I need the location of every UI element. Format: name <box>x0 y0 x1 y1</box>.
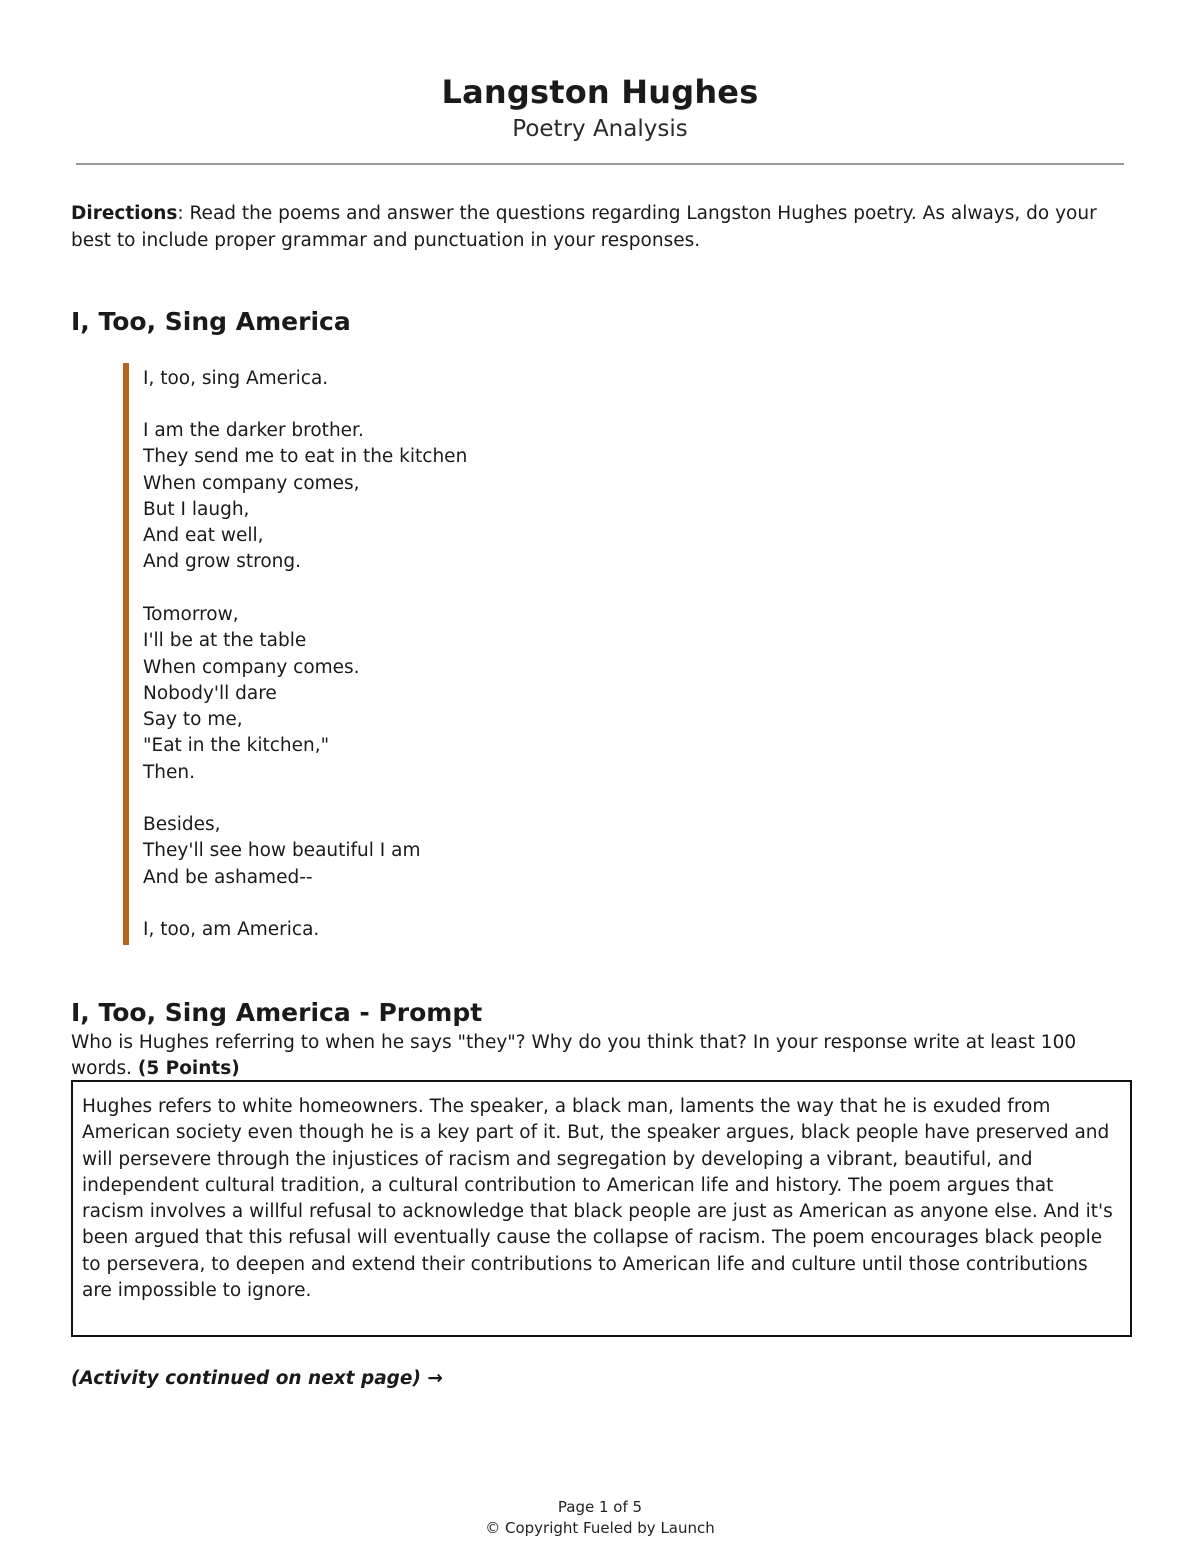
poem-line: Then. <box>143 761 196 783</box>
prompt-question <box>71 1030 1141 1082</box>
document-header <box>0 70 1200 144</box>
directions-paragraph <box>71 200 1131 254</box>
poem-heading: I, Too, Sing America <box>71 307 351 336</box>
prompt-heading: I, Too, Sing America - Prompt <box>71 998 483 1027</box>
poem-line: Nobody'll dare <box>143 682 277 704</box>
poem-line: I, too, sing America. <box>143 368 329 389</box>
poem-stanza <box>143 917 319 943</box>
poem-line: They send me to eat in the kitchen <box>143 446 468 468</box>
poem-line: But I laugh, <box>143 498 250 520</box>
page-number: Page 1 of 5 <box>557 1498 643 1516</box>
poem-line: "Eat in the kitchen," <box>143 735 330 757</box>
poem-line: And eat well, <box>143 525 264 547</box>
directions-text: : Read the poems and answer the questions regarding Langston Hughes poetry. As always, do your best to include proper grammar and punctuation in your responses. <box>71 203 1097 251</box>
poem-line: Say to me, <box>143 709 243 731</box>
continued-note: (Activity continued on next page) → <box>71 1368 443 1389</box>
directions-label: Directions <box>71 203 178 224</box>
poem-line: When company comes, <box>143 472 360 494</box>
header-divider <box>76 163 1124 165</box>
answer-box[interactable]: Hughes refers to white homeowners. The speaker, a black man, laments the way that he is exuded from American society even though he is a key part of it. But, the speaker argues, black people have preserved and will persevere through the injustices of racism and segregation by developing a vibrant, beautiful, and independent cultural tradition, a cultural contribution to American life and history. The poem argues that racism involves a willful refusal to acknowledge that black people are just as American as anyone else. And it's been argued that this refusal will eventually cause the collapse of racism. The poem encourages black people to persevera, to deepen and extend their contributions to American life and culture until those contributions are impossible to ignore. <box>71 1080 1132 1337</box>
poem-line: I'll be at the table <box>143 630 307 652</box>
prompt-question-text: Who is Hughes referring to when he says "they"? Why do you think that? In your response write at least 100 words. <box>71 1032 1077 1079</box>
poem-block <box>123 363 729 945</box>
page-footer <box>0 1497 1200 1539</box>
poem-line: When company comes. <box>143 656 360 678</box>
poem-line: Besides, <box>143 814 221 835</box>
poem-stanza <box>143 812 420 891</box>
document-subtitle: Poetry Analysis <box>512 116 688 142</box>
copyright-notice: © Copyright Fueled by Launch <box>485 1519 715 1537</box>
poem-line: I, too, am America. <box>143 919 320 940</box>
prompt-points: (5 Points) <box>137 1058 240 1079</box>
poem-stanza <box>143 602 360 786</box>
poem-line: And be ashamed-- <box>143 866 313 888</box>
poem-line: They'll see how beautiful I am <box>143 840 421 862</box>
document-title: Langston Hughes <box>441 73 759 111</box>
poem-stanza <box>143 366 328 392</box>
poem-line: Tomorrow, <box>143 604 239 625</box>
poem-line: And grow strong. <box>143 551 302 573</box>
poem-stanza <box>143 418 467 576</box>
poem-line: I am the darker brother. <box>143 420 364 441</box>
